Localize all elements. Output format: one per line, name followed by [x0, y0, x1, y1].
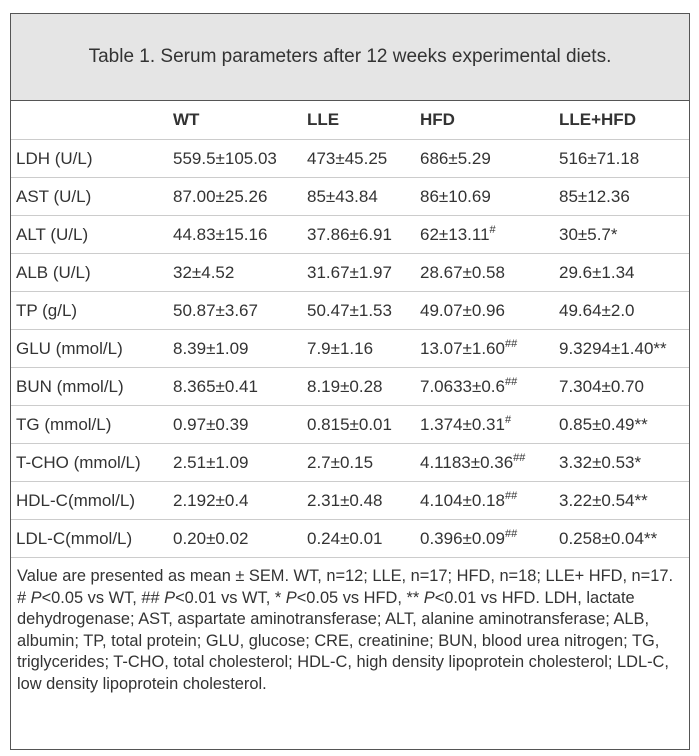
cell-hfd [420, 292, 559, 330]
cell-hfd-value: 62±13.11 [420, 224, 490, 244]
cell-lle-hfd [559, 140, 689, 178]
cell-lle [307, 406, 420, 444]
cell-lle-value: 37.86±6.91 [307, 224, 392, 244]
significance-marker: # [504, 413, 512, 426]
cell-lle-hfd-value: 9.3294±1.40** [559, 338, 667, 358]
cell-wt-value: 2.51±1.09 [173, 452, 249, 472]
significance-marker: # [489, 223, 496, 236]
cell-hfd [420, 178, 559, 216]
cell-parameter [11, 482, 173, 520]
table-row [11, 140, 689, 178]
cell-hfd [420, 330, 559, 368]
cell-wt-value: 32±4.52 [173, 262, 235, 282]
cell-lle-value: 50.47±1.53 [307, 300, 392, 320]
cell-lle-hfd [559, 406, 689, 444]
cell-lle [307, 178, 420, 216]
cell-lle [307, 444, 420, 482]
footnote-p-italic: P [423, 588, 435, 607]
cell-lle [307, 330, 420, 368]
cell-lle [307, 368, 420, 406]
cell-lle-hfd [559, 520, 689, 558]
table-row [11, 216, 689, 254]
cell-hfd [420, 368, 559, 406]
cell-parameter [11, 292, 173, 330]
serum-parameters-table [11, 101, 689, 557]
cell-lle-hfd-value: 85±12.36 [559, 186, 630, 206]
cell-wt-value: 8.39±1.09 [173, 338, 249, 358]
cell-parameter [11, 444, 173, 482]
cell-lle-hfd [559, 368, 689, 406]
cell-lle-hfd [559, 216, 689, 254]
footnote-p-italic: P [30, 588, 42, 607]
cell-lle-value: 31.67±1.97 [307, 262, 392, 282]
cell-lle [307, 140, 420, 178]
cell-lle-hfd [559, 254, 689, 292]
cell-parameter [11, 520, 173, 558]
column-header-lle: LLE [307, 110, 340, 129]
cell-lle [307, 216, 420, 254]
cell-lle-hfd-value: 516±71.18 [559, 148, 640, 168]
cell-hfd-value: 86±10.69 [420, 186, 491, 206]
table-container [10, 13, 690, 750]
cell-hfd-value: 13.07±1.60 [420, 338, 505, 358]
cell-lle-hfd [559, 482, 689, 520]
cell-lle-hfd-value: 3.22±0.54** [559, 490, 648, 510]
cell-lle-hfd-value: 0.85±0.49** [559, 414, 648, 434]
cell-wt [173, 520, 307, 558]
cell-hfd [420, 520, 559, 558]
cell-lle-hfd [559, 330, 689, 368]
significance-marker: ## [513, 451, 526, 464]
cell-parameter-value: AST (U/L) [16, 186, 92, 206]
table-row [11, 444, 689, 482]
footnote-p-italic: P [285, 588, 297, 607]
cell-hfd [420, 444, 559, 482]
column-header-wt: WT [173, 110, 200, 129]
cell-lle-value: 7.9±1.16 [307, 338, 374, 358]
cell-hfd-value: 1.374±0.31 [420, 414, 505, 434]
cell-wt-value: 2.192±0.4 [173, 490, 249, 510]
cell-hfd [420, 406, 559, 444]
table-row [11, 292, 689, 330]
cell-wt [173, 254, 307, 292]
cell-lle [307, 254, 420, 292]
cell-wt-value: 50.87±3.67 [173, 300, 258, 320]
cell-parameter-value: ALB (U/L) [16, 262, 91, 282]
column-header-lle-hfd: LLE+HFD [559, 110, 636, 129]
cell-lle-value: 85±43.84 [307, 186, 378, 206]
cell-lle-hfd [559, 178, 689, 216]
footnote-text: <0.05 vs HFD, ** [296, 588, 424, 607]
cell-parameter-value: T-CHO (mmol/L) [16, 452, 141, 472]
column-header-hfd: HFD [420, 110, 455, 129]
table-row [11, 178, 689, 216]
cell-parameter-value: GLU (mmol/L) [16, 338, 123, 358]
cell-wt [173, 330, 307, 368]
table-row [11, 368, 689, 406]
cell-wt [173, 406, 307, 444]
cell-wt [173, 140, 307, 178]
cell-hfd-value: 0.396±0.09 [420, 528, 505, 548]
footnote-text: <0.05 vs WT, ## [41, 588, 165, 607]
cell-wt-value: 0.97±0.39 [173, 414, 249, 434]
cell-hfd-value: 686±5.29 [420, 148, 491, 168]
cell-lle-value: 473±45.25 [307, 148, 388, 168]
cell-wt [173, 482, 307, 520]
table-row [11, 406, 689, 444]
cell-parameter-value: BUN (mmol/L) [16, 376, 124, 396]
significance-marker: ## [504, 337, 518, 350]
cell-wt-value: 0.20±0.02 [173, 528, 249, 548]
cell-wt [173, 216, 307, 254]
cell-wt [173, 292, 307, 330]
cell-hfd-value: 7.0633±0.6 [420, 376, 505, 396]
significance-marker: ## [504, 375, 518, 388]
cell-hfd [420, 254, 559, 292]
cell-hfd-value: 28.67±0.58 [420, 262, 505, 282]
cell-lle-value: 0.24±0.01 [307, 528, 383, 548]
footnote-text: <0.01 vs WT, * [175, 588, 286, 607]
cell-parameter [11, 254, 173, 292]
cell-lle [307, 292, 420, 330]
cell-parameter [11, 368, 173, 406]
cell-hfd-value: 4.1183±0.36 [420, 452, 514, 472]
cell-lle-hfd-value: 49.64±2.0 [559, 300, 635, 320]
cell-lle-value: 8.19±0.28 [307, 376, 383, 396]
cell-wt-value: 87.00±25.26 [173, 186, 268, 206]
cell-wt [173, 368, 307, 406]
cell-parameter-value: ALT (U/L) [16, 224, 89, 244]
cell-parameter [11, 178, 173, 216]
cell-lle [307, 520, 420, 558]
cell-lle-hfd [559, 292, 689, 330]
cell-parameter [11, 140, 173, 178]
cell-wt-value: 8.365±0.41 [173, 376, 258, 396]
significance-marker: ## [504, 527, 518, 540]
table-body [11, 140, 689, 558]
table-header-row [11, 101, 689, 140]
cell-wt-value: 44.83±15.16 [173, 224, 268, 244]
table-footnote [11, 557, 689, 696]
cell-lle-hfd-value: 30±5.7* [559, 224, 618, 244]
cell-hfd [420, 140, 559, 178]
cell-lle-hfd-value: 3.32±0.53* [559, 452, 642, 472]
footnote-text: <0.01 vs HFD. LDH, lactate dehydrogenase; AST, aspartate aminotransferase; ALT, alanine aminotransferase; ALB, albumin; TP, total protein; GLU, glucose; CRE, creatinine; BUN, blood urea nitrogen; TG, triglycerides; T-CHO, total cholesterol; HDL-C, high density lipoprotein cholesterol; LDL-C, low density lipoprotein cholesterol. [17, 588, 669, 693]
footnote-p-italic: P [164, 588, 176, 607]
column-header-parameter [11, 101, 173, 140]
cell-lle-hfd-value: 0.258±0.04** [559, 528, 658, 548]
cell-parameter [11, 406, 173, 444]
cell-wt [173, 444, 307, 482]
cell-wt [173, 178, 307, 216]
cell-lle-value: 0.815±0.01 [307, 414, 392, 434]
cell-lle-hfd-value: 29.6±1.34 [559, 262, 635, 282]
significance-marker: ## [504, 489, 518, 502]
cell-hfd [420, 216, 559, 254]
cell-lle [307, 482, 420, 520]
cell-parameter-value: LDH (U/L) [16, 148, 93, 168]
cell-lle-hfd-value: 7.304±0.70 [559, 376, 644, 396]
cell-parameter-value: LDL-C(mmol/L) [16, 528, 133, 548]
cell-hfd-value: 4.104±0.18 [420, 490, 505, 510]
cell-parameter-value: TP (g/L) [16, 300, 78, 320]
footnote-text: Value are presented as mean ± SEM. WT, n=12; LLE, n=17; HFD, n=18; LLE+ HFD, n=17. # [17, 567, 674, 607]
cell-lle-value: 2.31±0.48 [307, 490, 383, 510]
table-caption: Table 1. Serum parameters after 12 weeks experimental diets. [11, 14, 689, 101]
cell-hfd-value: 49.07±0.96 [420, 300, 505, 320]
table-row [11, 254, 689, 292]
cell-lle-hfd [559, 444, 689, 482]
cell-hfd [420, 482, 559, 520]
cell-parameter [11, 330, 173, 368]
table-row [11, 482, 689, 520]
cell-parameter [11, 216, 173, 254]
cell-parameter-value: HDL-C(mmol/L) [16, 490, 135, 510]
table-row [11, 520, 689, 558]
cell-lle-value: 2.7±0.15 [307, 452, 374, 472]
table-row [11, 330, 689, 368]
cell-parameter-value: TG (mmol/L) [16, 414, 112, 434]
cell-wt-value: 559.5±105.03 [173, 148, 277, 168]
